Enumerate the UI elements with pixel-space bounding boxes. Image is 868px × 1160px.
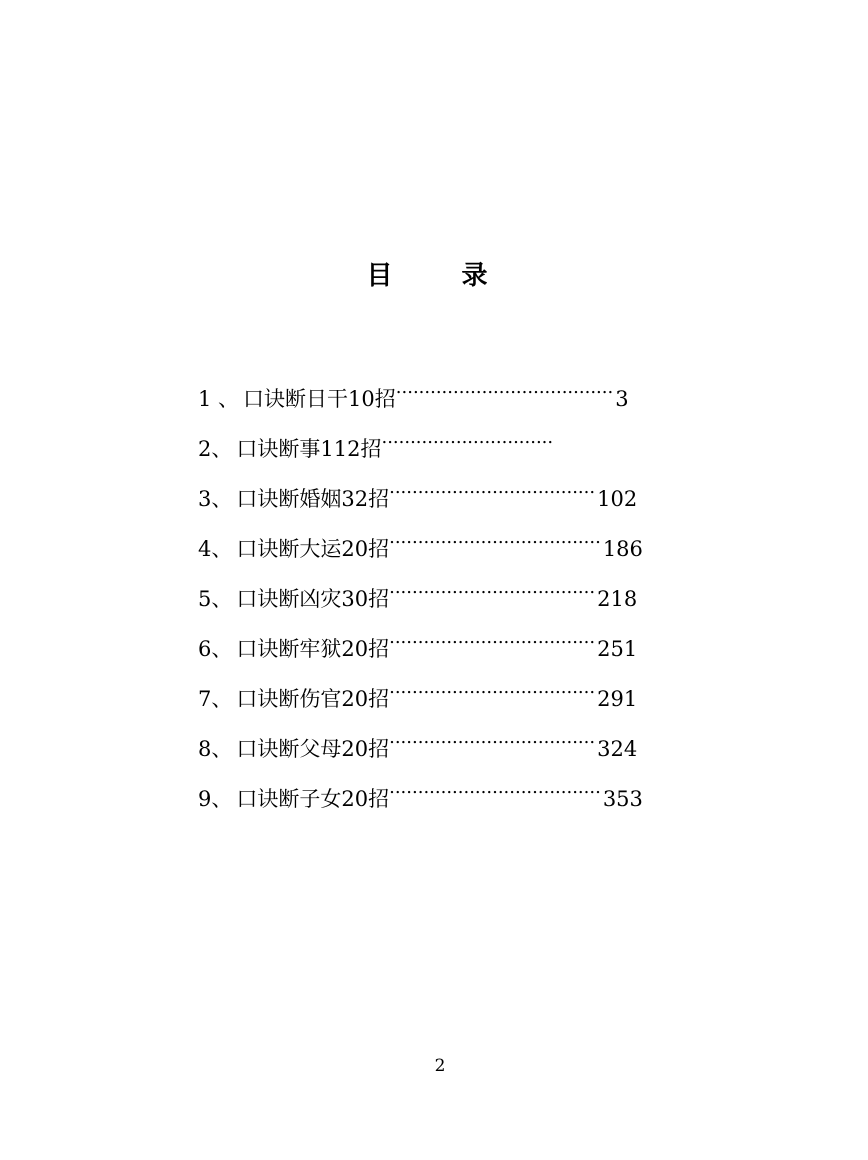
- toc-entry-number: 8、: [198, 737, 233, 761]
- toc-entry-page: 3: [615, 387, 629, 411]
- toc-entry-number: 2、: [198, 437, 233, 461]
- toc-entry: [198, 620, 698, 670]
- toc-entry-page: 102: [597, 487, 638, 511]
- toc-entry-label: 口诀断大运20招: [236, 537, 390, 561]
- toc-entry-page: 218: [597, 587, 638, 611]
- toc-entry-number: 7、: [198, 687, 233, 711]
- toc-entry: [198, 470, 698, 520]
- toc-entry-page: 291: [597, 687, 638, 711]
- toc-entry-leader: .....................................: [389, 527, 601, 548]
- toc-entry-number: 5、: [198, 587, 233, 611]
- toc-entry-number: 9、: [198, 787, 233, 811]
- toc-entry: [198, 420, 698, 470]
- toc-entry-leader: ......................................: [395, 377, 614, 398]
- toc-entry-label: 口诀断牢狱20招: [236, 637, 390, 661]
- toc-entry-label: 口诀断凶灾30招: [236, 587, 390, 611]
- toc-entry-label: 口诀断日干10招: [243, 387, 396, 411]
- toc-entry-number: 3、: [198, 487, 233, 511]
- toc-entry-label: 口诀断事112招: [236, 437, 382, 461]
- toc-entry-label: 口诀断子女20招: [236, 787, 390, 811]
- toc-list: [198, 370, 698, 820]
- toc-entry: [198, 720, 698, 770]
- toc-entry-leader: ....................................: [389, 627, 596, 648]
- toc-entry-leader: .....................................: [389, 777, 601, 798]
- toc-entry: [198, 770, 698, 820]
- toc-title: 目 录: [366, 261, 518, 291]
- toc-entry-page: 324: [597, 737, 638, 761]
- toc-entry-page: 251: [597, 637, 638, 661]
- toc-entry-label: 口诀断伤官20招: [236, 687, 390, 711]
- page-number: 2: [434, 1056, 446, 1076]
- toc-entry-leader: ....................................: [389, 477, 596, 498]
- toc-entry-leader: ....................................: [389, 577, 596, 598]
- toc-entry: [198, 670, 698, 720]
- toc-entry-leader: ..............................: [381, 427, 554, 448]
- toc-entry-label: 口诀断父母20招: [236, 737, 390, 761]
- toc-entry-page: 186: [602, 537, 643, 561]
- toc-entry: [198, 370, 698, 420]
- toc-entry-number: 4、: [198, 537, 233, 561]
- toc-entry-leader: ....................................: [389, 727, 596, 748]
- toc-entry: [198, 520, 698, 570]
- toc-entry-number: 1 、: [198, 387, 240, 411]
- toc-entry: [198, 570, 698, 620]
- toc-entry-leader: ....................................: [389, 677, 596, 698]
- toc-entry-page: 353: [602, 787, 643, 811]
- toc-entry-number: 6、: [198, 637, 233, 661]
- toc-entry-label: 口诀断婚姻32招: [236, 487, 390, 511]
